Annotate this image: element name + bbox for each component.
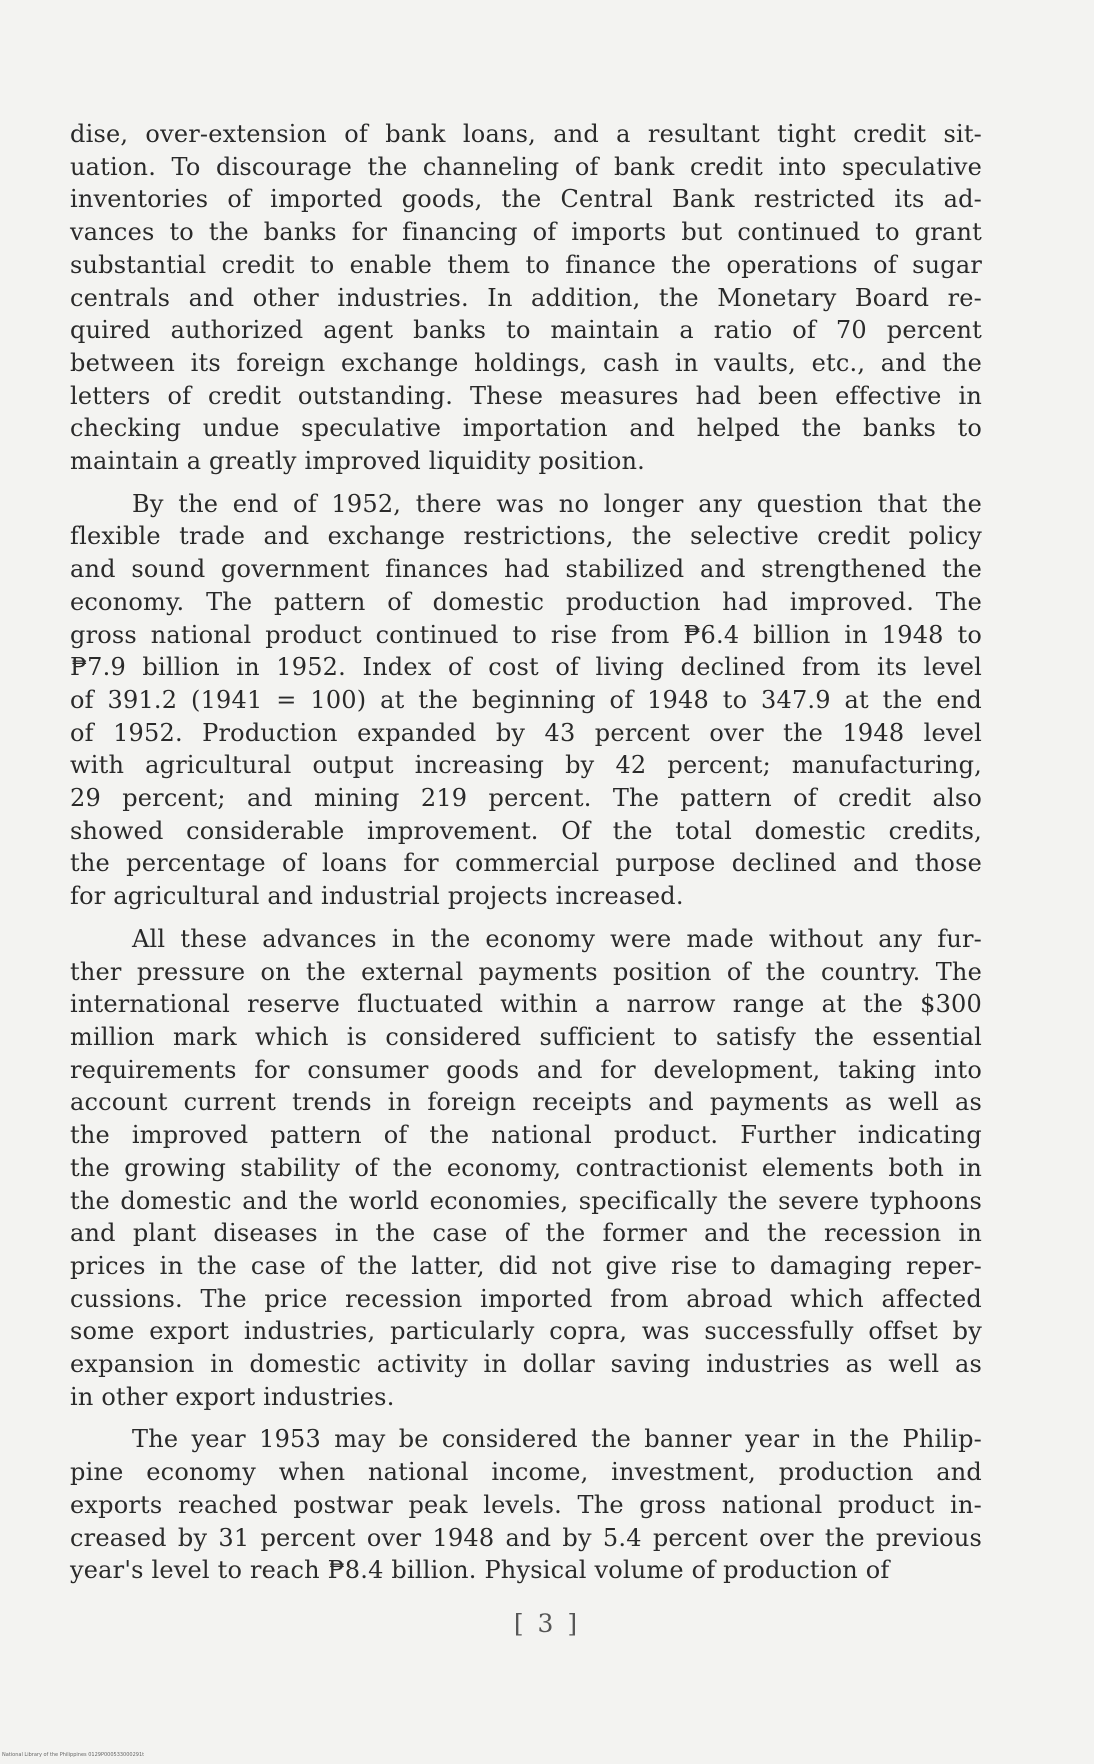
text-line: of 1952. Production expanded by 43 percent over the 1948 level — [70, 718, 982, 747]
text-line: year's level to reach ₱8.4 billion. Physical volume of production of — [70, 1556, 890, 1585]
text-line: flexible trade and exchange restrictions, the selective credit policy — [70, 522, 982, 551]
text-line: exports reached postwar peak levels. The gross national product in- — [70, 1490, 982, 1519]
text-line: uation. To discourage the channeling of bank credit into speculative — [70, 152, 982, 181]
text-line: letters of credit outstanding. These measures had been effective in — [70, 381, 982, 410]
text-line: creased by 31 percent over 1948 and by 5.4 percent over the previous — [70, 1523, 982, 1552]
text-line: All these advances in the economy were made without any fur- — [132, 924, 982, 953]
text-line: maintain a greatly improved liquidity position. — [70, 447, 645, 476]
text-line: and sound government finances had stabilized and strengthened the — [70, 555, 982, 584]
text-line: some export industries, particularly copra, was successfully offset by — [70, 1317, 982, 1346]
paragraph — [70, 488, 982, 913]
text-line: centrals and other industries. In addition, the Monetary Board re- — [70, 283, 982, 312]
text-line: the percentage of loans for commercial purpose declined and those — [70, 849, 982, 878]
text-line: of 391.2 (1941 = 100) at the beginning of 1948 to 347.9 at the end — [70, 685, 982, 714]
text-line: prices in the case of the latter, did not give rise to damaging reper- — [70, 1251, 982, 1280]
text-line: between its foreign exchange holdings, cash in vaults, etc., and the — [70, 348, 982, 377]
scan-footer-note: National Library of the Philippines 0129P000533000291t — [2, 1752, 145, 1758]
text-line: international reserve fluctuated within a narrow range at the $300 — [70, 990, 982, 1019]
text-line: checking undue speculative importation and helped the banks to — [70, 414, 982, 443]
paragraph — [70, 923, 982, 1414]
text-line: dise, over-extension of bank loans, and a resultant tight credit sit- — [70, 120, 982, 148]
text-line: inventories of imported goods, the Central Bank restricted its ad- — [70, 185, 982, 214]
text-line: quired authorized agent banks to maintain a ratio of 70 percent — [70, 316, 982, 345]
text-line: the growing stability of the economy, contractionist elements both in — [70, 1153, 982, 1182]
text-line: vances to the banks for financing of imports but continued to grant — [70, 218, 982, 247]
page-number: [ 3 ] — [513, 1609, 581, 1638]
text-line: for agricultural and industrial projects increased. — [70, 882, 684, 911]
text-line: the domestic and the world economies, specifically the severe typhoons — [70, 1186, 982, 1215]
text-line: By the end of 1952, there was no longer any question that the — [132, 489, 982, 518]
text-line: ther pressure on the external payments position of the country. The — [70, 957, 982, 986]
text-line: substantial credit to enable them to finance the operations of sugar — [70, 250, 982, 279]
text-line: the improved pattern of the national product. Further indicating — [70, 1121, 982, 1150]
text-line: million mark which is considered sufficient to satisfy the essential — [70, 1022, 982, 1051]
text-line: and plant diseases in the case of the former and the recession in — [70, 1219, 982, 1248]
paragraph — [70, 1423, 982, 1587]
text-line: economy. The pattern of domestic production had improved. The — [70, 587, 982, 616]
text-line: showed considerable improvement. Of the total domestic credits, — [70, 816, 982, 845]
text-line: gross national product continued to rise from ₱6.4 billion in 1948 to — [70, 620, 982, 649]
paragraph — [70, 118, 982, 478]
text-line: with agricultural output increasing by 42 percent; manufacturing, — [70, 751, 982, 780]
text-line: in other export industries. — [70, 1382, 395, 1411]
text-line: expansion in domestic activity in dollar saving industries as well as — [70, 1350, 982, 1379]
text-line: The year 1953 may be considered the banner year in the Philip- — [132, 1425, 982, 1454]
body-text — [70, 118, 982, 1597]
text-line: requirements for consumer goods and for development, taking into — [70, 1055, 982, 1084]
text-line: account current trends in foreign receipts and payments as well as — [70, 1088, 982, 1117]
text-line: ₱7.9 billion in 1952. Index of cost of living declined from its level — [70, 653, 982, 682]
text-line: cussions. The price recession imported from abroad which affected — [70, 1284, 982, 1313]
text-line: 29 percent; and mining 219 percent. The pattern of credit also — [70, 784, 982, 813]
text-line: pine economy when national income, investment, production and — [70, 1458, 982, 1487]
